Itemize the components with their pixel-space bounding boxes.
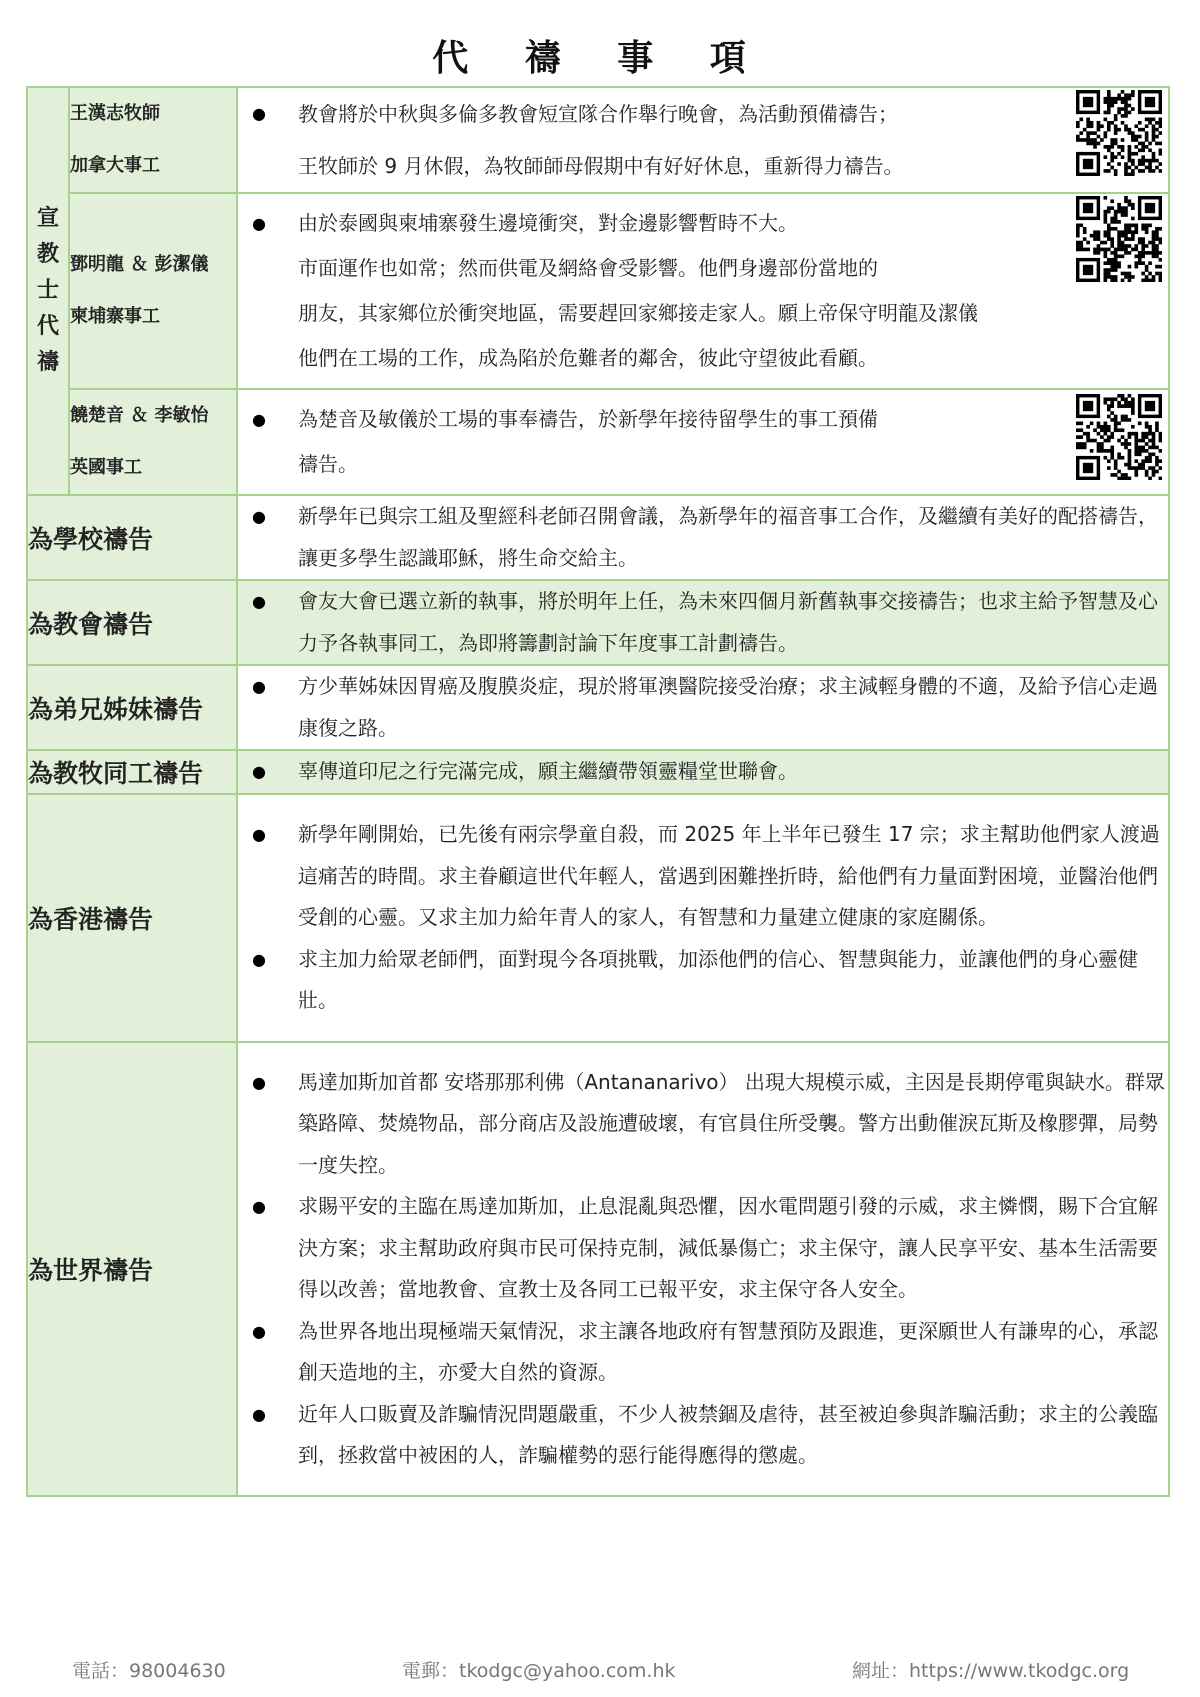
missionary-name: 王漢志牧師 <box>70 103 160 124</box>
section-content <box>237 794 1169 1042</box>
prayer-table <box>26 86 1170 1497</box>
list-item: ● 會友大會已選立新的執事，將於明年上任，為未來四個月新舊執事交接禱告；也求主給予智慧及心力予各執事同工，為即將籌劃討論下年度事工計劃禱告。 <box>238 581 1168 664</box>
section-content <box>237 665 1169 750</box>
missionary-field: 柬埔寨事工 <box>70 306 160 327</box>
list-item: ● 教會將於中秋與多倫多教會短宣隊合作舉行晚會，為活動預備禱告； 王牧師於 9 月休假，為牧師師母假期中有好好休息，重新得力禱告。 <box>238 88 1168 192</box>
missionary-content <box>237 389 1169 495</box>
church-row <box>27 580 1169 665</box>
missionary-name: 鄧明龍 ＆ 彭潔儀 <box>70 254 209 275</box>
section-content <box>237 750 1169 794</box>
missionary-name-cell <box>69 193 237 389</box>
list-item: ● 為楚音及敏儀於工場的事奉禱告，於新學年接待留學生的事工預備 禱告。 <box>238 397 1168 487</box>
missionary-content <box>237 87 1169 193</box>
missionary-row <box>27 389 1169 495</box>
pastoral-row <box>27 750 1169 794</box>
footer <box>0 1656 1200 1684</box>
list-item: ● 方少華姊妹因胃癌及腹膜炎症，現於將軍澳醫院接受治療；求主減輕身體的不適，及給予信心走過康復之路。 <box>238 666 1168 749</box>
list-item: ● 近年人口販賣及詐騙情況問題嚴重，不少人被禁錮及虐待，甚至被迫參與詐騙活動；求主的公義臨到，拯救當中被困的人，詐騙權勢的惡行能得應得的懲處。 <box>238 1394 1168 1477</box>
section-content <box>237 1042 1169 1496</box>
list-item: ● 求賜平安的主臨在馬達加斯加，止息混亂與恐懼，因水電問題引發的示威，求主憐憫，賜下合宜解決方案；求主幫助政府與市民可保持克制，減低暴傷亡；求主保守，讓人民享平安、基本生活需要得以改善；當地教會、宣教士及各同工已報平安，求主保守各人安全。 <box>238 1186 1168 1311</box>
footer-website[interactable]: 網址：https://www.tkodgc.org <box>852 1660 1130 1682</box>
section-label: 為教牧同工禱告 <box>27 750 237 794</box>
list-item: ● 新學年剛開始，已先後有兩宗學童自殺，而 2025 年上半年已發生 17 宗；求主幫助他們家人渡過這痛苦的時間。求主眷顧這世代年輕人，當遇到困難挫折時，給他們有力量面對困境，並醫治他們受創的心靈。又求主加力給年青人的家人，有智慧和力量建立健康的家庭關係。 <box>238 814 1168 939</box>
world-row <box>27 1042 1169 1496</box>
hongkong-row <box>27 794 1169 1042</box>
section-label: 為學校禱告 <box>27 495 237 580</box>
missionary-field: 加拿大事工 <box>70 155 160 176</box>
missionary-content <box>237 193 1169 389</box>
missionary-row <box>27 193 1169 389</box>
list-item: ● 為世界各地出現極端天氣情況，求主讓各地政府有智慧預防及跟進，更深願世人有謙卑的心，承認創天造地的主，亦愛大自然的資源。 <box>238 1311 1168 1394</box>
missionary-field: 英國事工 <box>70 457 142 478</box>
missionary-name: 饒楚音 ＆ 李敏怡 <box>70 405 209 426</box>
section-content <box>237 495 1169 580</box>
section-content <box>237 580 1169 665</box>
footer-phone: 電話：98004630 <box>72 1660 226 1682</box>
section-label: 為弟兄姊妹禱告 <box>27 665 237 750</box>
footer-email[interactable]: 電郵：tkodgc@yahoo.com.hk <box>402 1660 676 1682</box>
missionary-row <box>27 87 1169 193</box>
section-label: 為香港禱告 <box>27 794 237 1042</box>
list-item: ● 求主加力給眾老師們，面對現今各項挑戰，加添他們的信心、智慧與能力，並讓他們的身心靈健壯。 <box>238 939 1168 1022</box>
list-item: ● 由於泰國與柬埔寨發生邊境衝突，對金邊影響暫時不大。 市面運作也如常；然而供電及網絡會受影響。他們身邊部份當地的 朋友，其家鄉位於衝突地區，需要趕回家鄉接走家人。願上帝保守明龍及潔儀 他們在工場的工作，成為陷於危難者的鄰舍，彼此守望彼此看顧。 <box>238 201 1168 381</box>
list-item: ● 辜傳道印尼之行完滿完成，願主繼續帶領靈糧堂世聯會。 <box>238 751 1168 793</box>
section-label: 為教會禱告 <box>27 580 237 665</box>
school-row <box>27 495 1169 580</box>
missionary-section-label: 宣 教 士 代 禱 <box>27 87 69 495</box>
list-item: ● 新學年已與宗工組及聖經科老師召開會議，為新學年的福音事工合作，及繼續有美好的配搭禱告，讓更多學生認識耶穌，將生命交給主。 <box>238 496 1168 579</box>
page-title: 代 禱 事 項 <box>432 38 768 79</box>
missionary-name-cell <box>69 389 237 495</box>
section-label: 為世界禱告 <box>27 1042 237 1496</box>
missionary-name-cell <box>69 87 237 193</box>
members-row <box>27 665 1169 750</box>
list-item: ● 馬達加斯加首都 安塔那那利佛（Antananarivo） 出現大規模示威，主因是長期停電與缺水。群眾築路障、焚燒物品，部分商店及設施遭破壞，有官員住所受襲。警方出動催淚瓦斯及橡膠彈，局勢一度失控。 <box>238 1062 1168 1187</box>
